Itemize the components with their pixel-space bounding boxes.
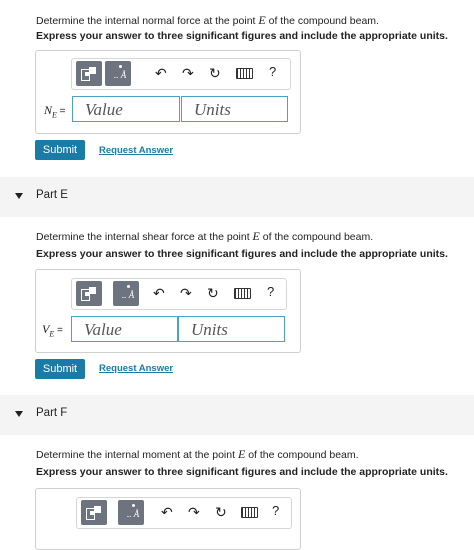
undo-icon[interactable]: ↶ — [153, 285, 165, 301]
undo-icon[interactable]: ↶ — [161, 504, 173, 520]
part-f-instruction: Express your answer to three significant figures and include the appropriate units. — [36, 466, 448, 478]
part-e-value-input[interactable]: Value — [71, 316, 178, 342]
keyboard-icon[interactable] — [241, 507, 258, 518]
help-icon[interactable]: ? — [267, 284, 275, 299]
part-e-question: Determine the internal shear force at the point E of the compound beam. — [36, 229, 374, 243]
part-e-toolbar — [71, 278, 287, 310]
part-d-question: Determine the internal normal force at the point E of the compound beam. — [36, 13, 379, 27]
part-e-request-answer-link[interactable]: Request Answer — [99, 363, 174, 374]
symbol-icon[interactable]: .. Å — [105, 61, 131, 86]
part-e-header[interactable] — [0, 177, 474, 217]
part-d-instruction: Express your answer to three significant figures and include the appropriate units. — [36, 30, 448, 42]
part-e-submit-button[interactable]: Submit — [35, 359, 85, 379]
undo-icon[interactable]: ↶ — [155, 65, 167, 81]
redo-icon[interactable]: ↷ — [182, 65, 194, 81]
collapse-triangle-icon[interactable] — [15, 411, 23, 417]
reset-icon[interactable]: ↻ — [215, 504, 227, 520]
part-d-toolbar — [71, 58, 291, 90]
part-f-toolbar — [76, 497, 292, 529]
help-icon[interactable]: ? — [269, 64, 277, 79]
template-icon[interactable] — [81, 500, 107, 525]
reset-icon[interactable]: ↻ — [209, 65, 221, 81]
part-f-question: Determine the internal moment at the point E of the compound beam. — [36, 447, 359, 461]
redo-icon[interactable]: ↷ — [180, 285, 192, 301]
keyboard-icon[interactable] — [236, 68, 253, 79]
part-d-submit-button[interactable]: Submit — [35, 140, 85, 160]
part-e-units-input[interactable]: Units — [178, 316, 285, 342]
help-icon[interactable]: ? — [272, 503, 280, 518]
redo-icon[interactable]: ↷ — [188, 504, 200, 520]
part-e-title: Part E — [36, 189, 68, 201]
part-f-header[interactable] — [0, 395, 474, 435]
template-icon[interactable] — [76, 281, 102, 306]
template-icon[interactable] — [76, 61, 102, 86]
collapse-triangle-icon[interactable] — [15, 193, 23, 199]
symbol-icon[interactable]: .. Å — [113, 281, 139, 306]
symbol-icon[interactable]: .. Å — [118, 500, 144, 525]
keyboard-icon[interactable] — [234, 288, 251, 299]
part-f-title: Part F — [36, 407, 68, 419]
part-d-request-answer-link[interactable]: Request Answer — [99, 145, 174, 156]
part-e-variable-label: $V_E$ = — [42, 322, 63, 339]
part-e-instruction: Express your answer to three significant figures and include the appropriate units. — [36, 248, 448, 260]
part-d-variable-label: $N_E$ = — [44, 103, 66, 120]
part-d-value-input[interactable]: Value — [72, 96, 180, 122]
reset-icon[interactable]: ↻ — [207, 285, 219, 301]
part-d-units-input[interactable]: Units — [181, 96, 288, 122]
